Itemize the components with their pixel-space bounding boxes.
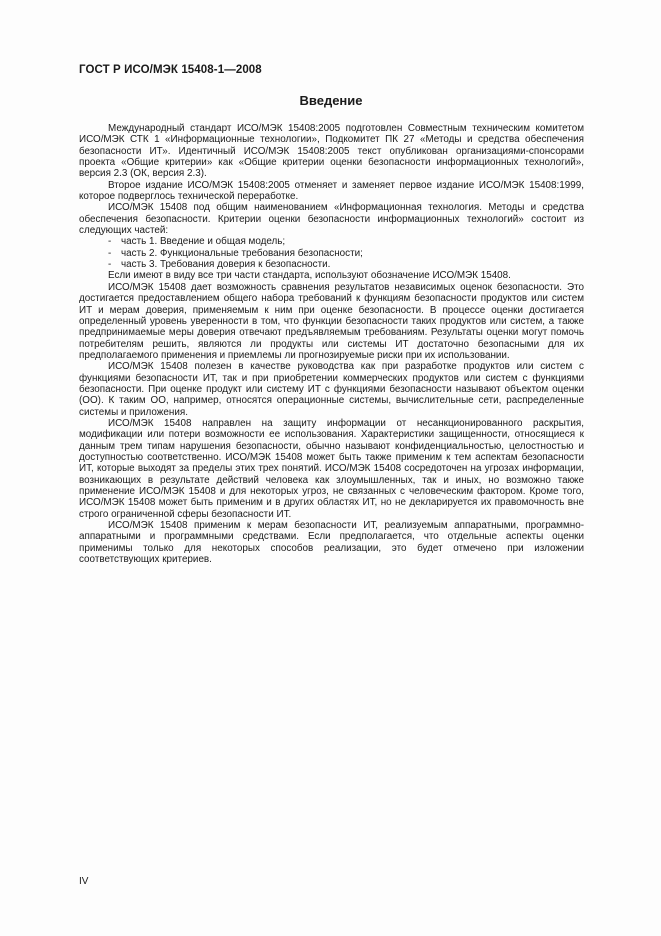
paragraph: ИСО/МЭК 15408 под общим наименованием «Информационная технология. Методы и средства обеспечения безопасности. Критерии оценки безопасности информационных технологий» состоит из следующих частей: xyxy=(79,202,584,237)
list-item-text: часть 3. Требования доверия к безопасности. xyxy=(121,259,331,271)
section-title: Введение xyxy=(299,93,363,108)
list-item-text: часть 2. Функциональные требования безопасности; xyxy=(121,247,363,259)
list-marker: - xyxy=(108,236,112,248)
list-marker: - xyxy=(108,259,112,271)
document-header: ГОСТ Р ИСО/МЭК 15408-1—2008 xyxy=(79,64,262,76)
parts-list xyxy=(79,236,584,270)
document-body xyxy=(79,123,584,565)
paragraph: ИСО/МЭК 15408 направлен на защиту информации от несанкционированного раскрытия, модификации или потери возможности ее использования. Характеристики защищенности, относящиеся к данным трем типам нарушения безопасности, обычно называют конфиденциальностью, целостностью и доступностью соответственно. ИСО/МЭК 15408 может быть также применим к тем аспектам безопасности ИТ, которые выходят за пределы этих трех понятий. ИСО/МЭК 15408 сосредоточен на угрозах информации, возникающих в результате действий человека как злоумышленных, так и иных, но возможно также применение ИСО/МЭК 15408 и для некоторых угроз, не связанных с человеческим фактором. Кроме того, ИСО/МЭК 15408 может быть применим и в других областях ИТ, но не декларируется их правомочность вне строго ограниченной сферы безопасности ИТ. xyxy=(79,417,584,520)
paragraph: Международный стандарт ИСО/МЭК 15408:2005 подготовлен Совместным техническим комитетом ИСО/МЭК СТК 1 «Информационные технологии», Подкомитет ПК 27 «Методы и средства обеспечения безопасности ИТ». Идентичный ИСО/МЭК 15408:2005 текст опубликован организациями-спонсорами проекта «Общие критерии» как «Общие критерии оценки безопасности информационных технологий», версия 2.3 (ОК, версия 2.3). xyxy=(79,123,584,180)
list-item-text: часть 1. Введение и общая модель; xyxy=(121,236,286,248)
list-item xyxy=(108,236,584,247)
list-item xyxy=(108,259,584,270)
list-marker: - xyxy=(108,247,112,259)
paragraph: Если имеют в виду все три части стандарта, используют обозначение ИСО/МЭК 15408. xyxy=(108,270,511,282)
list-item xyxy=(108,248,584,259)
page-number: IV xyxy=(79,876,89,887)
paragraph: ИСО/МЭК 15408 применим к мерам безопасности ИТ, реализуемым аппаратными, программно-аппаратными и программными средствами. Если предполагается, что отдельные аспекты оценки применимы только для некоторых способов реализации, это будет отмечено при изложении соответствующих критериев. xyxy=(79,520,584,566)
paragraph: ИСО/МЭК 15408 полезен в качестве руководства как при разработке продуктов или систем с функциями безопасности ИТ, так и при приобретении коммерческих продуктов или систем с функциями безопасности. При оценке продукт или систему ИТ с функциями безопасности называют объектом оценки (ОО). К таким ОО, например, относятся операционные системы, вычислительные сети, распределенные системы и приложения. xyxy=(79,361,584,418)
paragraph: Второе издание ИСО/МЭК 15408:2005 отменяет и заменяет первое издание ИСО/МЭК 15408:1999, которое подверглось технической переработке. xyxy=(79,179,584,203)
paragraph: ИСО/МЭК 15408 дает возможность сравнения результатов независимых оценок безопасности. Это достигается предоставлением общего набора требований к функциям безопасности продуктов или систем ИТ и мерам доверия, применяемым к ним при оценке безопасности. В процессе оценки достигается определенный уровень уверенности в том, что функции безопасности таких продуктов или систем, а также предпринимаемые меры доверия отвечают предъявляемым требованиям. Результаты оценки могут помочь потребителям решить, являются ли продукты или системы ИТ достаточно безопасными для их предполагаемого применения и приемлемы ли прогнозируемые риски при их использовании. xyxy=(79,281,584,361)
